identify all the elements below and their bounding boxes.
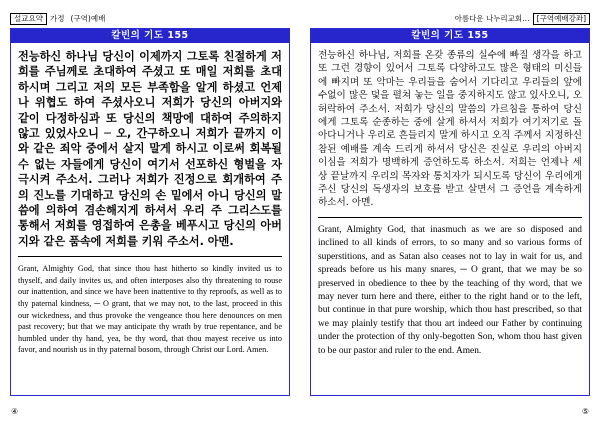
- left-page-number: ④: [11, 407, 19, 416]
- header-tag-sermon-summary: 설교요약: [10, 13, 47, 25]
- right-card-title: 칼빈의 기도 155: [311, 29, 589, 43]
- header-breadcrumb-district-worship: (구역)예배: [70, 13, 106, 23]
- right-prayer-card: [310, 28, 590, 396]
- left-card-body: [11, 43, 289, 360]
- left-divider: [18, 256, 282, 257]
- header-tag-district-worship-lecture: [구역예배강좌]: [533, 13, 590, 25]
- left-prayer-card: [10, 28, 290, 396]
- right-page: [300, 0, 600, 424]
- right-korean-prayer-text: 전능하신 하나님, 저희를 온갖 종류의 실수에 빠질 생각을 하고 또 그런 경향이 있어서 그토록 다양하고도 많은 형태의 미신들에 빠지며 또 악마는 우리들을 숨어서 기다리고 우리들의 앞에 수없이 많은 덫을 펼쳐 놓는 일을 중지하지도 않고 있사오니, 오 허락하여 주소서. 저희가 당신의 말씀의 가르침을 통하여 당신에게 그토록 순종하는 중에 살게 하셔서 저희가 여기저기로 돌아다니거나 우리로 흔들리지 말게 하시고 오직 주께서 지정하신 참된 예배를 계속 드리게 하셔서 당신은 진실로 우리의 아버지이심을 저희가 명백하게 증언하도록 하소서. 저희는 언제나 세상 끝날까지 우리의 목자와 통치자가 되시도록 당신이 우리에게 주신 당신의 독생자의 보호를 받고 살면서 그 증언을 계속하게 하소서. 아멘.: [318, 50, 582, 209]
- right-page-number: ⑤: [581, 407, 589, 416]
- left-card-title: 칼빈의 기도 155: [11, 29, 289, 43]
- right-card-body: [311, 43, 589, 362]
- right-divider: [318, 217, 582, 218]
- header-breadcrumb-home: 가정: [49, 13, 65, 23]
- header-church-name: 아름다운 나누리교회…: [454, 13, 530, 23]
- left-english-prayer-text: Grant, Almighty God, that since thou hast hitherto so kindly invited us to thyself, and daily invites us, and often interposes also thy threatening to rouse our inattention, and since we have been inattentive to thy reproofs, as well as to thy paternal kindness, ─ O grant, that we may not, to the last, proceed in this our wickedness, and thus provoke the vengeance thou here denounces on men past recovery; but that we may anticipate thy wrath by true repentance, and be humbled under thy hand, yea, be thy word, that thou mayest receive us into favor, and nourish us in thy paternal bosom, through Christ our Lord. Amen.: [18, 264, 282, 355]
- left-korean-prayer-text: 전능하신 하나님 당신이 이제까지 그토록 친절하게 저희를 주님께로 초대하여 주셨고 또 매일 저희를 초대하시며 그리고 저의 모든 부족함을 알게 하셨고 언제나 위협도 하여 주셨사오니 저희가 당신의 아버지와 같이 다정하심과 또 당신의 책망에 대하여 주의하지 않고 있었사오니 ─ 오, 간구하오니 저희가 끝까지 이와 같은 죄악 중에서 살지 말게 하시고 이로써 회복될 수 없는 자들에게 당신이 여기서 선포하신 형벌을 자극시켜 주소서. 그러나 저희가 진정으로 회개하여 주의 진노를 기대하고 당신의 손 밑에서 아니 당신의 말씀에 의하여 겸손해지게 하셔서 우리 주 그리스도를 통해서 저희를 영접하여 은총을 베푸시고 당신의 아버지와 같은 품속에 저희를 키워 주소서. 아멘.: [18, 50, 282, 248]
- right-english-prayer-text: Grant, Almighty God, that inasmuch as we are so disposed and inclined to all kinds of errors, to so many and so various forms of superstitions, and as Satan also ceases not to lay in wait for us, and spreads before us his many snares, ─ O grant, that we may be so preserved in obedience to thee by the teaching of thy word, that we may never turn here and there, either to the right hand or to the left, but continue in that pure worship, which thou hast prescribed, so that we may plainly testify that thou art indeed our Father by continuing under the protection of thy only-begotten Son, whom thou hast given to be our pastor and ruler to the end. Amen.: [318, 224, 582, 356]
- page-spine-gap: [299, 0, 300, 424]
- right-page-header: [310, 12, 590, 25]
- left-page-header: [10, 12, 290, 25]
